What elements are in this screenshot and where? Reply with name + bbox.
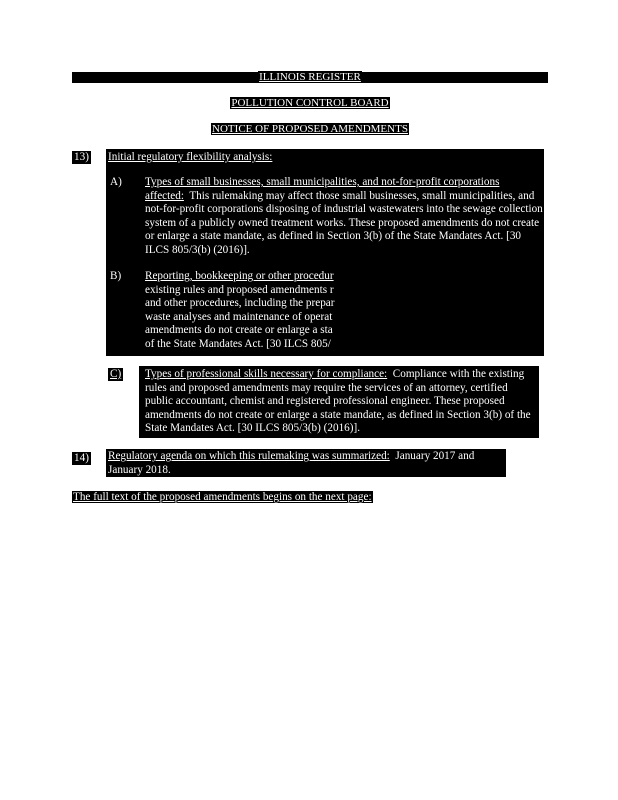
register-title	[72, 72, 548, 83]
section-14-heading: Regulatory agenda on which this rulemaking was summarized:	[108, 450, 390, 462]
item-a-text	[145, 176, 543, 257]
board-title	[72, 98, 548, 109]
item-b-text	[145, 270, 355, 351]
item-b-line5: amendments do not create or enlarge a sta	[145, 324, 333, 336]
item-b-line6: of the State Mandates Act. [30 ILCS 805/	[145, 337, 331, 350]
item-c-heading: Types of professional skills necessary for compliance:	[145, 368, 388, 380]
section-14-text	[108, 450, 506, 477]
section-13-number: 13)	[74, 151, 89, 163]
item-b-line3: and other procedures, including the prepar	[145, 297, 335, 309]
item-a-body: This rulemaking may affect those small businesses, small municipalities, and not-for-profit corporations disposing of industrial wastewaters into the sewage collection system of a publicly owned treatment works. These proposed amendments do not create or enlarge a state mandate, as defined in Section 3(b) of the State Mandates Act. [30 ILCS 805/3(b) (2016)].	[145, 189, 543, 256]
footer-line-text: The full text of the proposed amendments begins on the next page:	[73, 491, 372, 503]
register-title-text: ILLINOIS REGISTER	[259, 71, 361, 83]
section-13-title: Initial regulatory flexibility analysis:	[108, 151, 273, 163]
item-c-marker: C)	[110, 368, 122, 380]
board-title-text: POLLUTION CONTROL BOARD	[231, 97, 389, 109]
item-b-line1: Reporting, bookkeeping or other procedur	[145, 270, 334, 282]
item-a-heading: Types of small businesses, small municipalities, and not-for-profit corporations affected:	[145, 176, 500, 202]
item-b-marker: B)	[110, 270, 122, 282]
section-14-body: January 2017 and January 2018.	[108, 450, 475, 476]
item-b-line4: waste analyses and maintenance of operat	[145, 310, 333, 323]
item-a-marker: A)	[110, 176, 122, 188]
item-c-body: Compliance with the existing rules and proposed amendments may require the services of an attorney, certified public accountant, chemist and registered professional engineer. These proposed amendments do not create or enlarge a state mandate, as defined in Section 3(b) of the State Mandates Act. [30 ILCS 805/3(b) (2016)].	[145, 368, 531, 434]
section-14-number: 14)	[74, 452, 89, 464]
notice-title	[72, 124, 548, 135]
item-b-line2: existing rules and proposed amendments r	[145, 283, 334, 296]
notice-title-text: NOTICE OF PROPOSED AMENDMENTS	[212, 123, 408, 135]
footer-line	[72, 491, 373, 505]
item-c-text	[145, 368, 538, 436]
